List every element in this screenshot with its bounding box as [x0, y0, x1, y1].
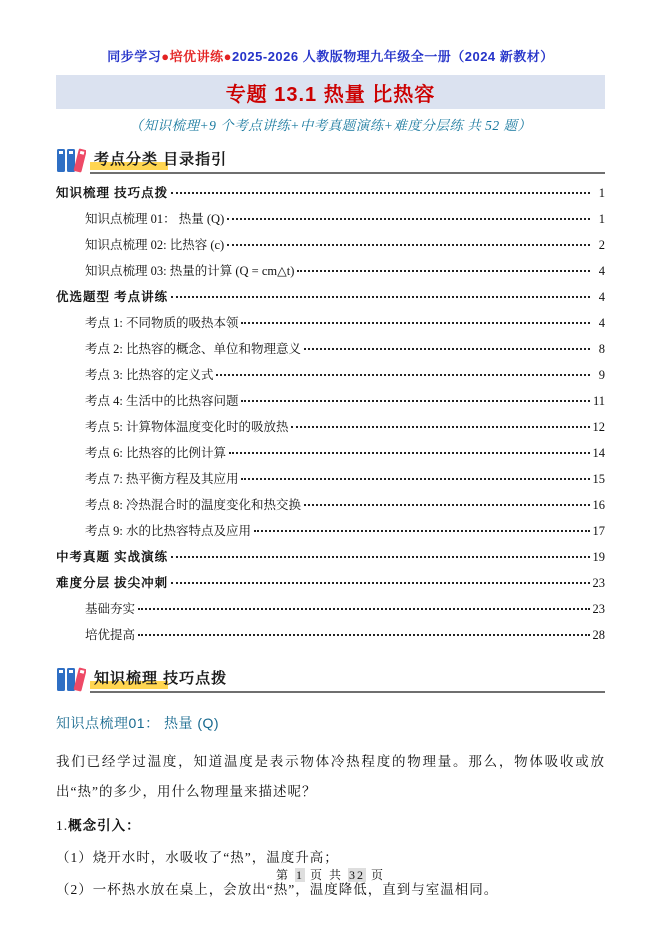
books-icon: [56, 147, 86, 174]
toc-page-number: 11: [592, 394, 605, 408]
toc-leader: [229, 452, 590, 454]
example-item-1: （1）烧开水时，水吸收了“热”，温度升高；: [56, 850, 339, 865]
toc-label: 难度分层 拔尖冲刺: [56, 576, 169, 590]
page-footer: [0, 866, 661, 883]
knowledge-point-heading: 知识点梳理01： 热量 (Q): [56, 715, 220, 731]
table-of-contents: [56, 183, 605, 651]
subtitle: （知识梳理+9 个考点讲练+中考真题演练+难度分层练 共 52 题）: [129, 118, 532, 133]
toc-page-number: 4: [598, 264, 605, 278]
section-header-toc: [56, 144, 605, 174]
concept-intro-line: [56, 811, 605, 841]
toc-entry[interactable]: [56, 261, 605, 287]
toc-entry[interactable]: [56, 625, 605, 651]
books-icon: [56, 666, 86, 693]
toc-page-number: 4: [598, 316, 605, 330]
toc-entry[interactable]: [56, 599, 605, 625]
toc-label: 考点 8: 冷热混合时的温度变化和热交换: [85, 498, 301, 512]
toc-leader: [171, 582, 589, 584]
banner-series: 同步学习: [107, 49, 162, 64]
toc-leader: [171, 192, 590, 194]
toc-leader: [138, 634, 589, 636]
toc-page-number: 15: [592, 472, 605, 486]
toc-label: 知识点梳理 01： 热量 (Q): [85, 212, 225, 226]
toc-entry[interactable]: [56, 235, 605, 261]
toc-entry[interactable]: [56, 183, 605, 209]
toc-entry[interactable]: [56, 287, 605, 313]
toc-page-number: 19: [592, 550, 605, 564]
toc-page-number: 23: [592, 602, 605, 616]
toc-label: 培优提高: [85, 628, 136, 642]
toc-page-number: 4: [598, 290, 605, 304]
title-bar: [56, 75, 605, 109]
toc-leader: [171, 296, 590, 298]
section-title: 知识梳理 技巧点拨: [94, 670, 228, 687]
toc-page-number: 9: [598, 368, 605, 382]
toc-page-number: 16: [592, 498, 605, 512]
toc-leader: [254, 530, 590, 532]
footer-text: 第: [275, 868, 295, 882]
concept-number: 1.: [56, 818, 69, 833]
toc-label: 知识点梳理 02: 比热容 (c): [85, 238, 225, 252]
toc-entry[interactable]: [56, 521, 605, 547]
toc-page-number: 1: [598, 212, 605, 226]
toc-leader: [241, 400, 589, 402]
total-pages: 32: [349, 868, 365, 882]
toc-page-number: 1: [598, 186, 605, 200]
toc-entry[interactable]: [56, 547, 605, 573]
toc-page-number: 14: [592, 446, 605, 460]
toc-entry[interactable]: [56, 365, 605, 391]
section-header-knowledge: [56, 663, 605, 693]
toc-leader: [304, 504, 590, 506]
toc-leader: [227, 244, 590, 246]
toc-page-number: 8: [598, 342, 605, 356]
toc-page-number: 2: [598, 238, 605, 252]
toc-label: 考点 3: 比热容的定义式: [85, 368, 214, 382]
toc-page-number: 23: [592, 576, 605, 590]
toc-leader: [241, 322, 590, 324]
toc-label: 考点 5: 计算物体温度变化时的吸放热: [85, 420, 289, 434]
toc-label: 中考真题 实战演练: [56, 550, 169, 564]
toc-entry[interactable]: [56, 573, 605, 599]
doc-banner: [0, 46, 661, 65]
toc-entry[interactable]: [56, 443, 605, 469]
banner-dot-icon: ●: [161, 49, 170, 64]
toc-entry[interactable]: [56, 313, 605, 339]
toc-label: 基础夯实: [85, 602, 136, 616]
page-number: 1: [295, 868, 304, 882]
toc-label: 考点 2: 比热容的概念、单位和物理意义: [85, 342, 301, 356]
toc-label: 考点 4: 生活中的比热容问题: [85, 394, 239, 408]
banner-brand: 培优讲练: [169, 49, 224, 64]
toc-leader: [138, 608, 589, 610]
toc-leader: [227, 218, 590, 220]
toc-label: 考点 1: 不同物质的吸热本领: [85, 316, 239, 330]
toc-label: 优选题型 考点讲练: [56, 290, 169, 304]
toc-label: 考点 7: 热平衡方程及其应用: [85, 472, 239, 486]
toc-page-number: 17: [592, 524, 605, 538]
toc-label: 考点 6: 比热容的比例计算: [85, 446, 226, 460]
section-title: 考点分类 目录指引: [94, 151, 228, 168]
toc-leader: [297, 270, 590, 272]
toc-entry[interactable]: [56, 209, 605, 235]
banner-edition: 2025-2026 人教版物理九年级全一册（2024 新教材）: [231, 49, 554, 64]
toc-entry[interactable]: [56, 391, 605, 417]
toc-label: 知识梳理 技巧点拨: [56, 186, 169, 200]
toc-leader: [291, 426, 589, 428]
toc-entry[interactable]: [56, 417, 605, 443]
toc-page-number: 28: [592, 628, 605, 642]
toc-leader: [216, 374, 590, 376]
section-title-wrap: [90, 148, 605, 174]
concept-label: 概念引入：: [68, 818, 141, 833]
footer-text: 页: [366, 868, 386, 882]
toc-label: 考点 9: 水的比热容特点及应用: [85, 524, 251, 538]
toc-leader: [304, 348, 590, 350]
banner-dot-icon: ●: [223, 49, 232, 64]
page-title: 专题 13.1 热量 比热容: [225, 83, 436, 106]
footer-text: 页 共: [304, 868, 348, 882]
intro-paragraph: 我们已经学过温度，知道温度是表示物体冷热程度的物理量。那么，物体吸收或放出“热”的多少，用什么物理量来描述呢？: [56, 754, 605, 799]
toc-entry[interactable]: [56, 339, 605, 365]
toc-leader: [171, 556, 589, 558]
toc-leader: [241, 478, 589, 480]
toc-label: 知识点梳理 03: 热量的计算 (Q = cm△t): [85, 264, 295, 278]
example-item-2: （2）一杯热水放在桌上，会放出“热”，温度降低，直到与室温相同。: [56, 882, 499, 897]
section-title-wrap: [90, 667, 605, 693]
toc-entry[interactable]: [56, 495, 605, 521]
toc-entry[interactable]: [56, 469, 605, 495]
toc-page-number: 12: [592, 420, 605, 434]
